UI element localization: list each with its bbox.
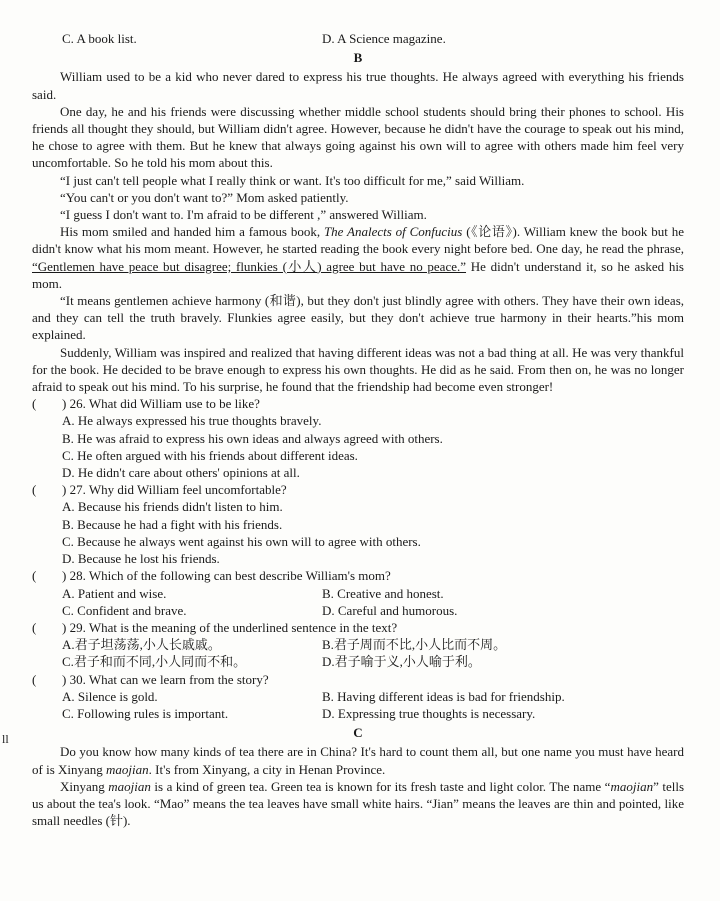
c-p2-italic-1: maojian [108,778,151,794]
c-p1-text-a: Do you know how many kinds of tea there are in China? It's hard to count them all, but one name you must have heard of is Xinyang [32,744,684,777]
question-stem [32,671,684,688]
answer-option: D. Careful and humorous. [322,602,458,618]
passage-b-p8: Suddenly, William was inspired and realized that having different ideas was not a bad thing at all. He was very thankful for the book. He decided to be brave enough to express his own thoughts. He did as he said. From then on, he was no longer afraid to speak out his mind. To his surprise, he found that the friendship had become even stronger! [32,344,684,395]
c-p2-text-b: is a kind of green tea. Green tea is known for its fresh taste and light color. The name “ [150,778,611,794]
option-row [32,688,684,705]
answer-option: C. Following rules is important. [62,705,229,721]
answer-blank[interactable]: ( [32,671,37,687]
passage-c-p1 [32,743,684,777]
question-stem [32,619,684,636]
book-title: The Analects of Confucius [323,224,463,240]
c-p2-text-a: Xinyang [60,778,109,794]
option-row [32,585,684,602]
p6-text-a: His mom smiled and handed him a famous book, [60,224,324,240]
passage-b-p5: “I guess I don't want to. I'm afraid to be different ,” answered William. [60,207,427,223]
passage-b-p2: One day, he and his friends were discussing whether middle school students should bring their phones to school. His friends all thought they should, but William didn't agree. However, because he didn't have the courage to speak out his mind, he chose to agree with them. But he knew that always going against his own will to agree with others made him feel very uncomfortable. So he told his mom about this. [32,103,684,171]
passage-b-p6 [32,223,684,292]
c-p1-text-b: . It's from Xinyang, a city in Henan Province. [148,761,386,777]
document-page [32,30,684,829]
p6-text-c: He didn't understand it, so he asked his mom. [32,258,684,291]
answer-option: A. He always expressed his true thoughts bravely. [62,413,322,429]
question-stem [32,395,684,412]
answer-option: C.君子和而不同,小人同而不和。 [62,654,247,670]
answer-option: D.君子喻于义,小人喻于利。 [322,654,481,670]
option-row [32,653,684,670]
c-p2-italic-2: maojian [610,778,654,794]
answer-option: C. He often argued with his friends about different ideas. [62,447,358,463]
option-c: C. A book list. [62,31,137,46]
question-text: ) 30. What can we learn from the story? [62,671,269,687]
answer-option: A.君子坦荡荡,小人长戚戚。 [62,637,221,653]
answer-blank[interactable]: ( [32,482,37,498]
underlined-sentence: “Gentlemen have peace but disagree; flunkies (小人) agree but have no peace.” [32,258,467,274]
passage-b-p3: “I just can't tell people what I really think or want. It's too difficult for me,” said William. [60,172,525,188]
answer-option: B. Having different ideas is bad for friendship. [322,688,565,704]
answer-option: C. Confident and brave. [62,602,187,618]
question-text: ) 29. What is the meaning of the underlined sentence in the text? [62,619,398,635]
passage-b-p4: “You can't or you don't want to?” Mom asked patiently. [60,189,349,205]
passage-b-p7: “It means gentlemen achieve harmony (和谐), but they don't just blindly agree with others. They have their own ideas, and they can tell the truth bravely. Flunkies agree easily, but they don't achieve true harmony in their hearts.”his mom explained. [32,293,684,343]
option-row [32,636,684,653]
passage-c-p2 [32,778,684,830]
answer-blank[interactable]: ( [32,568,37,584]
p6-text-b: (《论语》). William knew the book but he didn't know what his mom meant. However, he started reading the book every night before bed. One day, he read the phrase, [32,224,684,257]
c-p2-text-c: ” tells us about the tea's look. “Mao” means the tea leaves have small white hairs. “Jian” means the leaves are thin and pointed, like small needles (针). [32,778,685,829]
option-row [32,602,684,619]
answer-option: C. Because he always went against his own will to agree with others. [62,533,421,549]
option-d: D. A Science magazine. [322,31,446,46]
answer-option: B.君子周而不比,小人比而不周。 [322,637,507,653]
answer-option: B. Because he had a fight with his friends. [62,516,283,532]
passage-b-p1: William used to be a kid who never dared to express his true thoughts. He always agreed with everything his friends said. [32,69,684,102]
question-text: ) 28. Which of the following can best describe William's mom? [62,568,391,584]
answer-blank[interactable]: ( [32,619,37,635]
answer-option: B. Creative and honest. [322,585,444,601]
answer-option: D. Expressing true thoughts is necessary. [322,705,536,721]
answer-option: D. Because he lost his friends. [62,551,220,567]
question-text: ) 27. Why did William feel uncomfortable? [62,482,287,498]
question-stem [32,481,684,498]
section-b-label: B [353,50,363,66]
answer-option: A. Because his friends didn't listen to him. [62,499,283,515]
answer-option: A. Patient and wise. [62,585,167,601]
top-options [32,30,684,47]
question-list [32,395,684,722]
answer-option: A. Silence is gold. [62,688,158,704]
question-stem [32,567,684,584]
section-c-label: C [353,725,363,741]
answer-option: D. He didn't care about others' opinions at all. [62,465,300,481]
question-text: ) 26. What did William use to be like? [62,396,260,412]
answer-blank[interactable]: ( [32,396,37,412]
option-row [32,705,684,722]
c-p1-italic: maojian [106,761,149,777]
answer-option: B. He was afraid to express his own ideas and always agreed with others. [62,430,443,446]
margin-mark: ll [2,732,9,746]
